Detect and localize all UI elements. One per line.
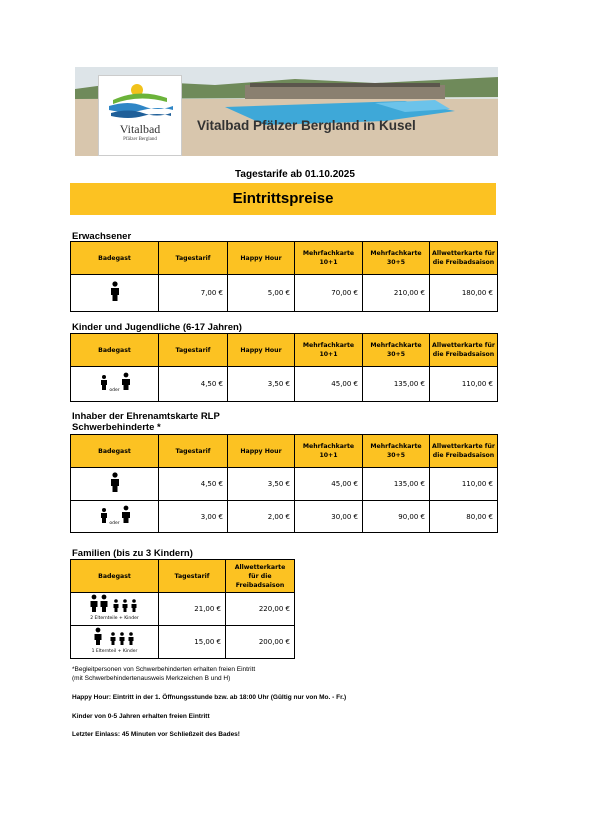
price-allwetter: 110,00 €: [430, 468, 498, 501]
price-tagestarif: 21,00 €: [159, 593, 226, 626]
price-mehrfach-30: 90,00 €: [363, 501, 430, 533]
price-allwetter: 180,00 €: [430, 275, 498, 312]
header-banner: [75, 67, 498, 156]
section-title-adults: Erwachsener: [72, 231, 132, 242]
col-allwetter: Allwetterkarte für die Freibadsaison: [430, 334, 498, 367]
main-heading: Eintrittspreise: [70, 183, 496, 215]
footnote-escort: *Begleitpersonen von Schwerbehinderten erhalten freien Eintritt: [72, 666, 256, 673]
note-last-entry: Letzter Einlass: 45 Minuten vor Schließzeit des Bades!: [72, 731, 240, 738]
col-badegast: Badegast: [71, 334, 159, 367]
table-row: [71, 626, 295, 659]
col-mehrfach-30: Mehrfachkarte 30+5: [363, 334, 430, 367]
col-mehrfach-30: Mehrfachkarte 30+5: [363, 242, 430, 275]
price-mehrfach-30: 210,00 €: [363, 275, 430, 312]
col-tagestarif: Tagestarif: [159, 560, 226, 593]
price-mehrfach-10: 70,00 €: [295, 275, 363, 312]
badegast-cell: 1 Elternteil + Kinder: [71, 626, 159, 659]
col-badegast: Badegast: [71, 560, 159, 593]
col-mehrfach-30: Mehrfachkarte 30+5: [363, 435, 430, 468]
col-allwetter: Allwetterkarte für die Freibadsaison: [430, 242, 498, 275]
vitalbad-logo: [98, 75, 182, 156]
note-kids-free: Kinder von 0-5 Jahren erhalten freien Eintritt: [72, 713, 210, 720]
badegast-cell: 2 Elternteile + Kinder: [71, 593, 159, 626]
price-table-families: [70, 559, 295, 659]
col-badegast: Badegast: [71, 242, 159, 275]
price-happy-hour: 3,50 €: [228, 367, 295, 402]
price-mehrfach-10: 45,00 €: [295, 367, 363, 402]
price-tagestarif: 15,00 €: [159, 626, 226, 659]
price-mehrfach-30: 135,00 €: [363, 367, 430, 402]
section-title-families: Familien (bis zu 3 Kindern): [72, 548, 193, 559]
table-row: [71, 593, 295, 626]
section-title-children: Kinder und Jugendliche (6-17 Jahren): [72, 322, 242, 333]
badegast-cell: [71, 468, 159, 501]
logo-subtitle: Pfälzer Bergland: [123, 137, 157, 142]
price-table-adults: [70, 241, 498, 312]
badegast-cell: [71, 275, 159, 312]
family-one-parent-icon: [93, 627, 137, 645]
col-tagestarif: Tagestarif: [159, 242, 228, 275]
col-allwetter: Allwetterkarte für die Freibadsaison: [226, 560, 295, 593]
price-happy-hour: 3,50 €: [228, 468, 295, 501]
price-allwetter: 200,00 €: [226, 626, 295, 659]
price-tagestarif: 4,50 €: [159, 468, 228, 501]
page-title: Vitalbad Pfälzer Bergland in Kusel: [197, 118, 416, 133]
table-header-row: [71, 242, 498, 275]
family-two-parents-icon: [89, 594, 141, 612]
table-row: [71, 275, 498, 312]
price-happy-hour: 2,00 €: [228, 501, 295, 533]
price-allwetter: 110,00 €: [430, 367, 498, 402]
col-happy-hour: Happy Hour: [228, 334, 295, 367]
table-header-row: [71, 435, 498, 468]
logo-mark-icon: [99, 76, 181, 120]
logo-name: Vitalbad: [119, 122, 161, 136]
tariff-date: Tagestarife ab 01.10.2025: [235, 169, 355, 180]
col-mehrfach-10: Mehrfachkarte 10+1: [295, 334, 363, 367]
col-mehrfach-10: Mehrfachkarte 10+1: [295, 242, 363, 275]
table-row: [71, 468, 498, 501]
price-tagestarif: 3,00 €: [159, 501, 228, 533]
col-happy-hour: Happy Hour: [228, 242, 295, 275]
table-row: [71, 501, 498, 533]
price-allwetter: 220,00 €: [226, 593, 295, 626]
note-happy-hour: Happy Hour: Eintritt in der 1. Öffnungsstunde bzw. ab 18:00 Uhr (Gültig nur von Mo. - Fr.): [72, 694, 347, 701]
badegast-cell: oder: [71, 367, 159, 402]
adult-icon: [109, 281, 121, 301]
badegast-cell: oder: [71, 501, 159, 533]
section-title-honorary: Inhaber der Ehrenamtskarte RLP: [72, 411, 220, 422]
footnote-id-card: (mit Schwerbehindertenausweis Merkzeichen B und H): [72, 675, 231, 682]
section-title-disabled: Schwerbehinderte *: [72, 422, 161, 433]
col-happy-hour: Happy Hour: [228, 435, 295, 468]
adult-icon: [109, 472, 121, 492]
price-tagestarif: 4,50 €: [159, 367, 228, 402]
col-tagestarif: Tagestarif: [159, 435, 228, 468]
col-badegast: Badegast: [71, 435, 159, 468]
col-allwetter: Allwetterkarte für die Freibadsaison: [430, 435, 498, 468]
price-mehrfach-10: 30,00 €: [295, 501, 363, 533]
col-tagestarif: Tagestarif: [159, 334, 228, 367]
price-table-children: [70, 333, 498, 402]
price-mehrfach-30: 135,00 €: [363, 468, 430, 501]
table-header-row: [71, 334, 498, 367]
price-table-honorary: [70, 434, 498, 533]
table-row: [71, 367, 498, 402]
col-mehrfach-10: Mehrfachkarte 10+1: [295, 435, 363, 468]
price-tagestarif: 7,00 €: [159, 275, 228, 312]
price-happy-hour: 5,00 €: [228, 275, 295, 312]
table-header-row: [71, 560, 295, 593]
price-allwetter: 80,00 €: [430, 501, 498, 533]
price-mehrfach-10: 45,00 €: [295, 468, 363, 501]
